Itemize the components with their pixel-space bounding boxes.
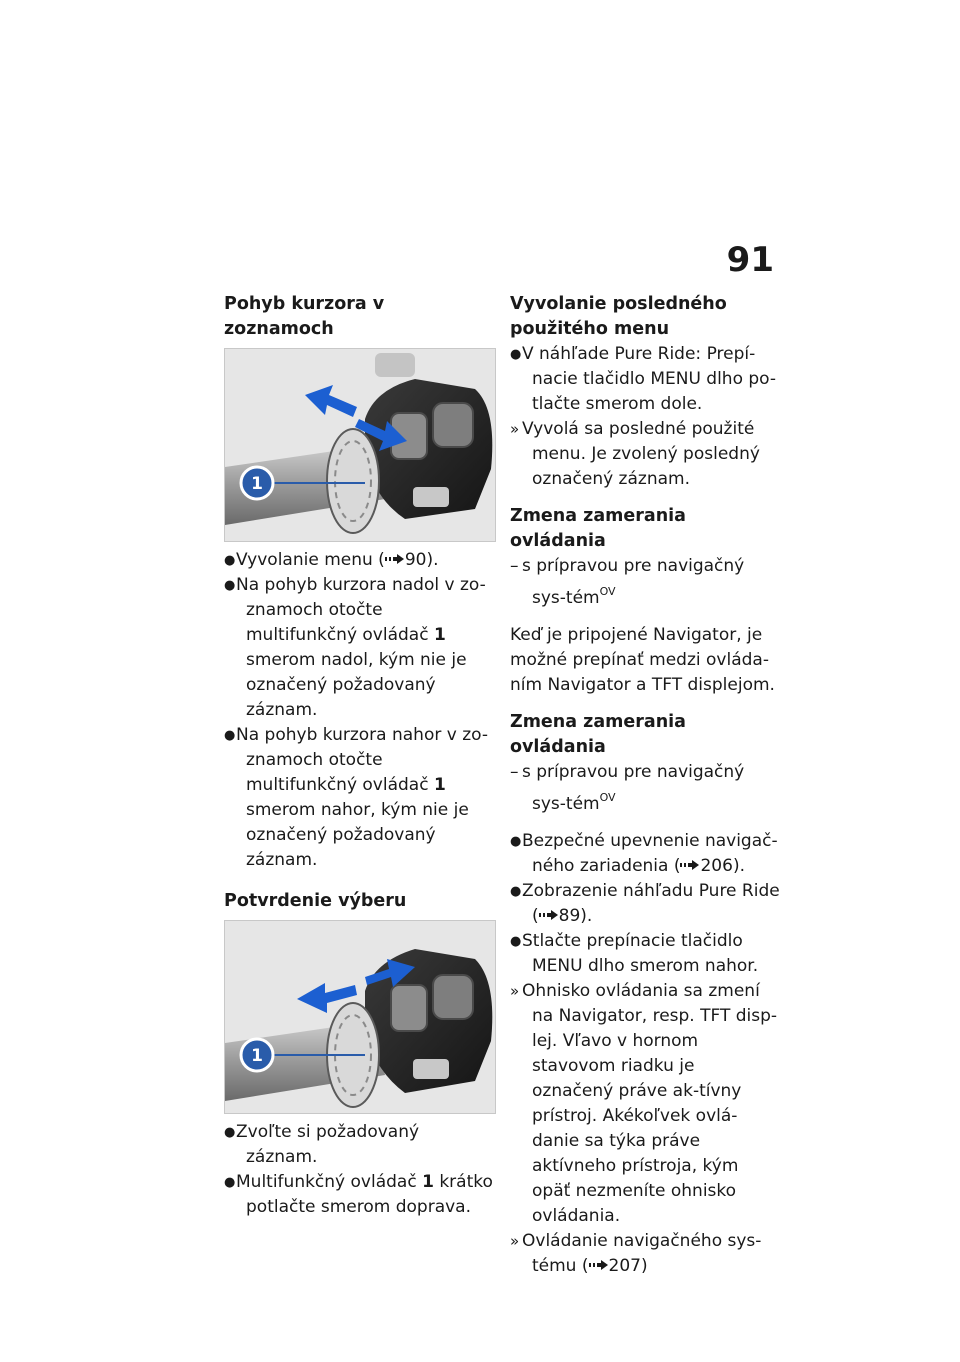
result-item: » Ohnisko ovládania sa zmení na Navigator, resp. TFT disp-lej. Vľavo v hornom stavovom riadku je označený práve ak-tívny prístroj. Akékoľvek ovlá-danie sa týka práve aktívneho prístroja, kým opäť nezmeníte ohnisko ovládania. [510,981,778,1226]
page-ref-arrow-icon [539,909,559,921]
page-ref-arrow-icon [680,859,700,871]
list-item: ● V náhľade Pure Ride: Prepí-nacie tlačidlo MENU dlho po-tlačte smerom dole. [510,344,777,414]
figure2-callout-label: 1 [251,1046,263,1066]
right-column [510,292,780,1279]
result-item: » Ovládanie navigačného sys-tému ( 207) [510,1231,762,1276]
option-item: – s prípravou pre navigačný sys-tém$^{OV}$ [510,556,745,608]
section-heading-focus-1: Zmena zamerania ovládania [510,506,686,551]
list-item: ● Na pohyb kurzora nadol v zo-znamoch otočte multifunkčný ovládač 1 smerom nadol, kým nie je označený požadovaný záznam. [224,575,486,720]
section-heading-last-menu: Vyvolanie posledného použitého menu [510,294,727,339]
figure-handlebar-controller-rotate [224,348,496,542]
list-item: ● Stlačte prepínacie tlačidlo MENU dlho smerom nahor. [510,931,759,976]
section-heading-cursor: Pohyb kurzora v zoznamoch [224,294,385,339]
list-item: ● Bezpečné upevnenie navigač-ného zariadenia ( 206). [510,831,778,876]
section-heading-focus-2: Zmena zamerania ovládania [510,712,686,757]
result-item: » Vyvolá sa posledné použité menu. Je zvolený posledný označený záznam. [510,419,760,489]
page-ref-arrow-icon [589,1259,609,1271]
page-ref-arrow-icon [385,553,405,565]
left-column [224,292,494,1220]
option-item: – s prípravou pre navigačný sys-tém$^{OV}$ [510,762,745,814]
list-item: ● Multifunkčný ovládač 1 krátko potlačte smerom doprava. [224,1172,493,1217]
paragraph: Keď je pripojené Navigator, je možné prepínať medzi ovláda-ním Navigator a TFT displejom. [510,625,775,695]
list-item: ● Vyvolanie menu ( 90). [224,550,439,570]
list-item: ● Zvoľte si požadovaný záznam. [224,1122,420,1167]
section-heading-confirm: Potvrdenie výberu [224,891,407,911]
figure1-callout-label: 1 [251,474,263,494]
list-item: ● Na pohyb kurzora nahor v zo-znamoch otočte multifunkčný ovládač 1 smerom nahor, kým nie je označený požadovaný záznam. [224,725,488,870]
page-number: 91 [726,240,774,280]
list-item: ● Zobrazenie náhľadu Pure Ride ( 89). [510,881,780,926]
figure-handlebar-controller-push [224,920,496,1114]
